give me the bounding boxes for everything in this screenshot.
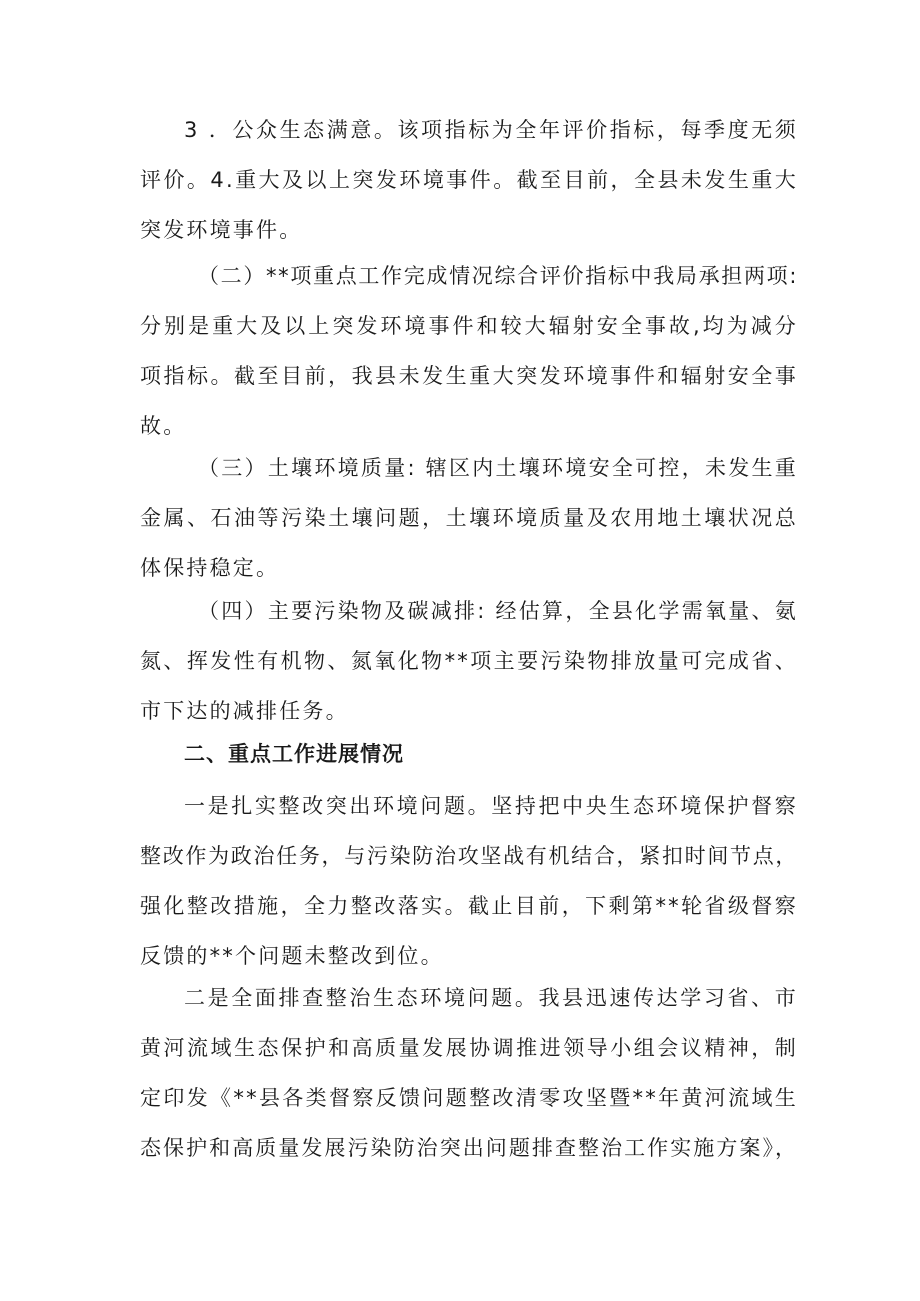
text-line: 氮、挥发性有机物、氮氧化物**项主要污染物排放量可完成省、 [140,649,798,673]
text-line: 金属、石油等污染土壤问题，土壤环境质量及农用地土壤状况总 [140,506,798,530]
text-line: 分别是重大及以上突发环境事件和较大辐射安全事故,均为减分 [140,314,798,338]
paragraph-ecological-investigation [140,973,798,1173]
section-heading-text: 二、重点工作进展情况 [184,742,404,766]
paragraph-key-work-evaluation [140,251,798,451]
text-line: 体保持稳定。 [140,556,280,580]
text-line: （二）**项重点工作完成情况综合评价指标中我局承担两项: [198,264,798,288]
text-line: 一是扎实整改突出环境问题。坚持把中央生态环境保护督察 [184,794,798,818]
text-line: （四）主要污染物及碳减排: 经估算，全县化学需氧量、氨 [198,599,798,623]
text-line: 突发环境事件。 [140,218,303,242]
text-line: 定印发《**县各类督察反馈问题整改清零攻坚暨**年黄河流域生 [140,1086,798,1110]
text-line: 3 ．公众生态满意。该项指标为全年评价指标，每季度无须 [184,118,798,142]
text-line: 评价。4.重大及以上突发环境事件。截至目前，全县未发生重大 [140,168,798,192]
paragraph-emission-reduction [140,586,798,736]
text-line: 项指标。截至目前，我县未发生重大突发环境事件和辐射安全事 [140,364,798,388]
text-line: （三）土壤环境质量: 辖区内土壤环境安全可控，未发生重 [198,456,798,480]
text-line: 二是全面排查整治生态环境问题。我县迅速传达学习省、市 [184,986,798,1010]
text-line: 整改作为政治任务，与污染防治攻坚战有机结合，紧扣时间节点， [140,844,798,868]
text-line: 黄河流域生态保护和高质量发展协调推进领导小组会议精神，制 [140,1036,798,1060]
text-line: 故。 [140,414,187,438]
paragraph-soil-quality [140,443,798,593]
text-line: 态保护和高质量发展污染防治突出问题排查整治工作实施方案》， [140,1136,798,1160]
text-line: 市下达的减排任务。 [140,699,349,723]
section-heading [140,729,798,779]
text-line: 强化整改措施，全力整改落实。截止目前，下剩第**轮省级督察 [140,894,798,918]
paragraph-public-satisfaction [140,105,798,255]
paragraph-rectification [140,781,798,981]
text-line: 反馈的**个问题未整改到位。 [140,944,444,968]
